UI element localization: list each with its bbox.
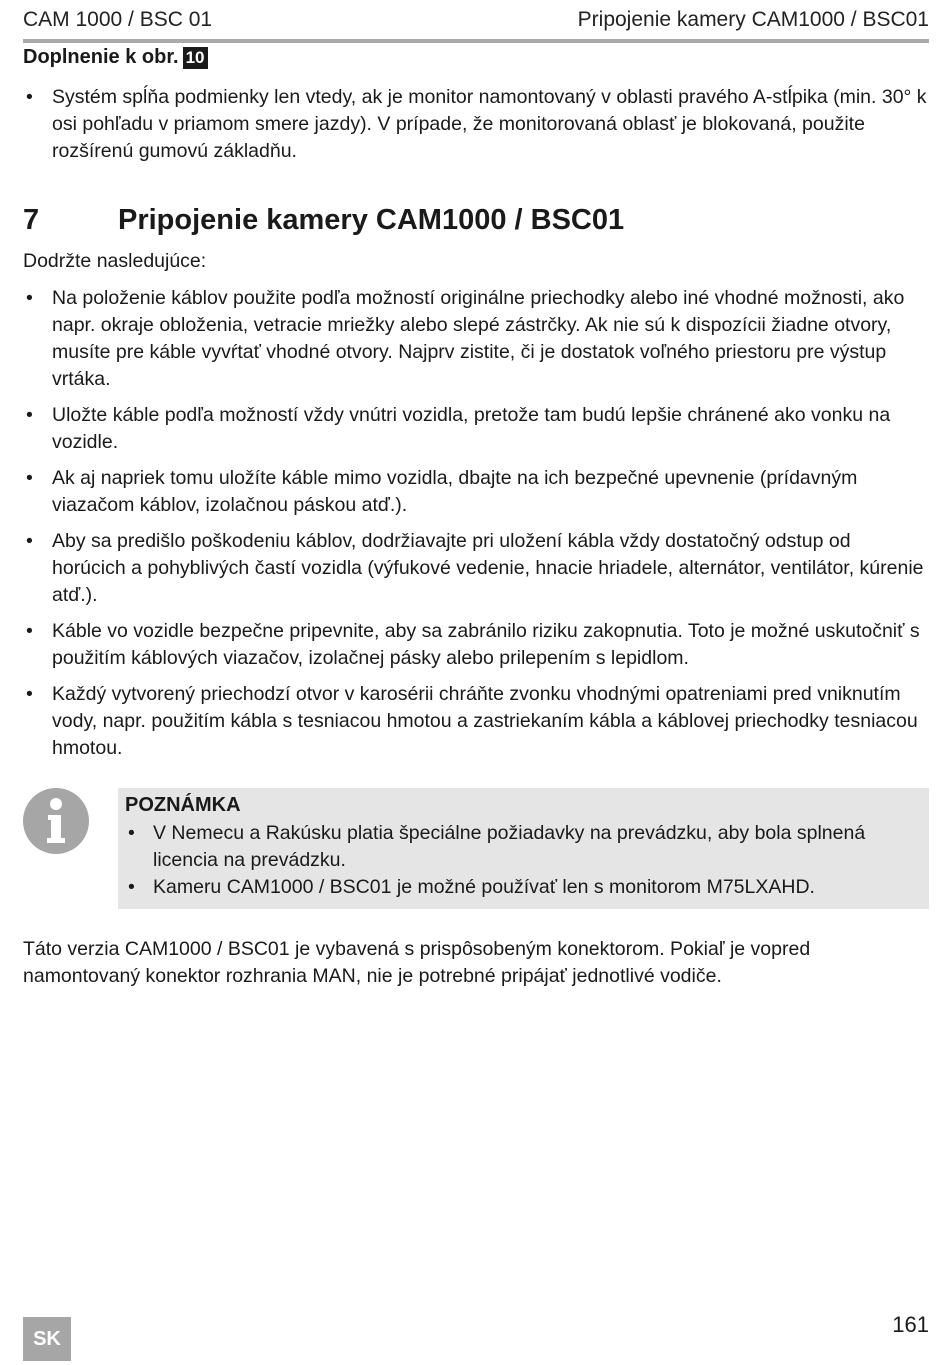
info-icon [23, 788, 89, 854]
language-badge: SK [23, 1317, 71, 1361]
page-number: 161 [892, 1312, 929, 1337]
section-title: Pripojenie kamery CAM1000 / BSC01 [118, 204, 625, 236]
list-item: • Na položenie káblov použite podľa možností originálne priechodky alebo iné vhodné možnosti, ako napr. okraje obloženia, vetracie mriežky alebo slepé zástrčky. Ak nie sú k dispozícii žiadne otvory, musíte pre káble vyvŕtať vhodné otvory. Najprv zistite, či je dostatok voľného priestoru pre výstup vrtáka. [23, 285, 929, 393]
list-item: • Ak aj napriek tomu uložíte káble mimo vozidla, dbajte na ich bezpečné upevnenie (prídavným viazačom káblov, izolačnou páskou atď.). [23, 465, 929, 519]
closing-paragraph: Táto verzia CAM1000 / BSC01 je vybavená s prispôsobeným konektorom. Pokiaľ je vopred namontovaný konektor rozhrania MAN, nie je potrebné pripájať jednotlivé vodiče. [23, 938, 811, 987]
header-chapter: Pripojenie kamery CAM1000 / BSC01 [577, 8, 929, 31]
header-product: CAM 1000 / BSC 01 [23, 8, 213, 31]
list-item: • Kameru CAM1000 / BSC01 je možné používať len s monitorom M75LXAHD. [125, 874, 919, 901]
section-heading [23, 204, 624, 237]
list-item: • Káble vo vozidle bezpečne pripevnite, aby sa zabránilo riziku zakopnutia. Toto je možné uskutočniť s použitím káblových viazačov, izolačnej pásky alebo prilepením s lepidlom. [23, 618, 929, 672]
section-number: 7 [23, 204, 40, 236]
instructions-list [23, 285, 929, 771]
list-item: • V Nemecu a Rakúsku platia špeciálne požiadavky na prevádzku, aby bola splnená licencia na prevádzku. [125, 820, 919, 874]
supplement-label: Doplnenie k obr. [23, 46, 179, 68]
list-item: • Uložte káble podľa možností vždy vnútri vozidla, pretože tam budú lepšie chránené ako vonku na vozidle. [23, 402, 929, 456]
page-header [23, 8, 929, 34]
section-lead: Dodržte nasledujúce: [23, 250, 207, 272]
note-title: POZNÁMKA [125, 794, 241, 816]
list-item: • Každý vytvorený priechodzí otvor v karosérii chráňte zvonku vhodnými opatreniami pred vniknutím vody, napr. použitím kábla s tesniacou hmotou a zastriekaním kábla a káblovej priechodky tesniacou hmotou. [23, 681, 929, 762]
note-list [125, 820, 919, 901]
supplement-heading [23, 46, 208, 69]
figure-reference-badge: 10 [183, 47, 208, 69]
note-box [118, 788, 929, 909]
list-item: • Aby sa predišlo poškodeniu káblov, dodržiavajte pri uložení kábla vždy dostatočný odstup od horúcich a pohyblivých častí vozidla (výfukové vedenie, hnacie hriadele, alternátor, ventilátor, kúrenie atď.). [23, 528, 929, 609]
list-item: • Systém spĺňa podmienky len vtedy, ak je monitor namontovaný v oblasti pravého A-stĺpika (min. 30° k osi pohľadu v priamom smere jazdy). V prípade, že monitorovaná oblasť je blokovaná, použite rozšírenú gumovú základňu. [23, 84, 929, 165]
supplement-list [23, 84, 929, 174]
header-divider [23, 39, 929, 43]
